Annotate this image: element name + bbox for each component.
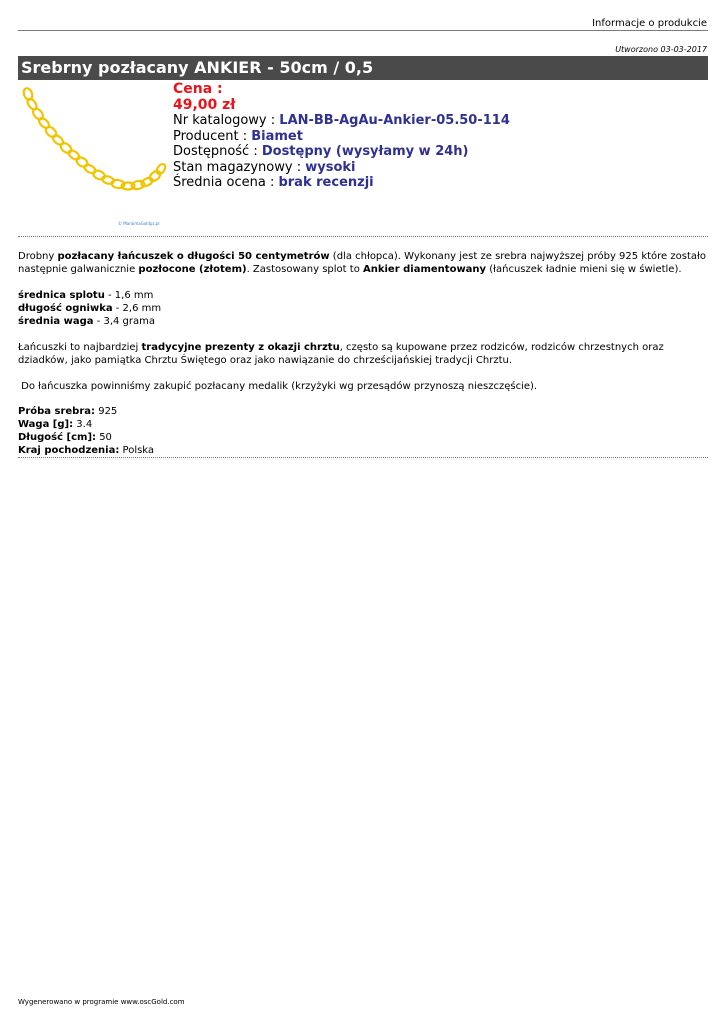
product-info: [173, 82, 510, 191]
stock-row: [173, 160, 510, 176]
specs-list: [18, 289, 708, 328]
spec-row: [18, 289, 708, 302]
catalog-label: Nr katalogowy :: [173, 113, 280, 128]
footer-note: Wygenerowano w programie www.oscGold.com: [18, 998, 185, 1006]
catalog-value: LAN-BB-AgAu-Ankier-05.50-114: [279, 113, 510, 128]
spec-value: - 2,6 mm: [112, 303, 162, 314]
product-image: [18, 87, 170, 232]
divider-top: [18, 236, 708, 237]
description-paragraph-1: [18, 250, 708, 276]
availability-value: Dostępny (wysyłamy w 24h): [261, 144, 469, 159]
image-watermark: © MaraimaGoldpz.pl: [118, 221, 160, 226]
price-value: 49,00 zł: [173, 96, 236, 113]
spec-value: - 3,4 grama: [93, 316, 156, 327]
rating-row: [173, 175, 510, 191]
attribute-label: Długość [cm]:: [18, 432, 97, 443]
attribute-value: Polska: [119, 445, 155, 456]
attribute-label: Waga [g]:: [18, 419, 74, 430]
attribute-row: [18, 444, 708, 457]
desc-text: (dla chłopca). Wykonany jest ze srebra najwyższej próby 925 które zostało następnie galwanicznie: [18, 251, 706, 275]
attribute-row: [18, 405, 708, 418]
availability-row: [173, 144, 510, 160]
desc-text: . Zastosowany splot to: [246, 264, 363, 275]
header-label: Informacje o produkcie: [592, 18, 707, 29]
rating-label: Średnia ocena :: [173, 175, 279, 190]
attribute-value: 3.4: [73, 419, 93, 430]
attribute-value: 925: [95, 406, 118, 417]
availability-label: Dostępność :: [173, 144, 262, 159]
price-label: Cena :: [173, 81, 223, 97]
desc-text: Drobny: [18, 251, 58, 262]
created-date: Utworzono 03-03-2017: [615, 45, 707, 54]
stock-value: wysoki: [305, 159, 356, 175]
description-paragraph-3: Do łańcuszka powinniśmy zakupić pozłacany medalik (krzyżyki wg przesądów przynoszą nieszczęście).: [18, 381, 538, 392]
header-divider: [18, 30, 708, 31]
spec-row: [18, 302, 708, 315]
spec-row: [18, 315, 708, 328]
stock-label: Stan magazynowy :: [173, 159, 306, 175]
desc-bold: pozłocone (złotem): [138, 264, 247, 275]
product-title: Srebrny pozłacany ANKIER - 50cm / 0,5: [18, 56, 708, 80]
spec-label: długość ogniwka: [18, 303, 113, 314]
catalog-number-row: [173, 113, 510, 129]
desc-text: , często są kupowane przez rodziców, rodziców chrzestnych oraz dziadków, jako pamiątka Chrztu Świętego oraz jako nawiązanie do chrześcijańskiej tradycji Chrztu.: [18, 342, 664, 366]
desc-bold: pozłacany łańcuszek o długości 50 centymetrów: [57, 251, 330, 262]
gold-chain-image: [18, 87, 170, 232]
attribute-value: 50: [96, 432, 112, 443]
producer-value: Biamet: [251, 128, 303, 144]
divider-bottom: [18, 457, 708, 458]
producer-row: [173, 129, 510, 145]
desc-bold: tradycyjne prezenty z okazji chrztu: [141, 342, 340, 353]
spec-value: - 1,6 mm: [104, 290, 154, 301]
attributes-list: [18, 405, 708, 457]
desc-text: Łańcuszki to najbardziej: [18, 342, 142, 353]
attribute-label: Próba srebra:: [18, 406, 96, 417]
spec-label: średnica splotu: [18, 290, 105, 301]
attribute-row: [18, 431, 708, 444]
desc-bold: Ankier diamentowany: [363, 264, 487, 275]
attribute-row: [18, 418, 708, 431]
spec-label: średnia waga: [18, 316, 94, 327]
producer-label: Producent :: [173, 128, 252, 144]
description-paragraph-2: [18, 341, 708, 367]
rating-value: brak recenzji: [278, 175, 374, 190]
attribute-label: Kraj pochodzenia:: [18, 445, 120, 456]
desc-text: (łańcuszek ładnie mieni się w świetle).: [486, 264, 682, 275]
